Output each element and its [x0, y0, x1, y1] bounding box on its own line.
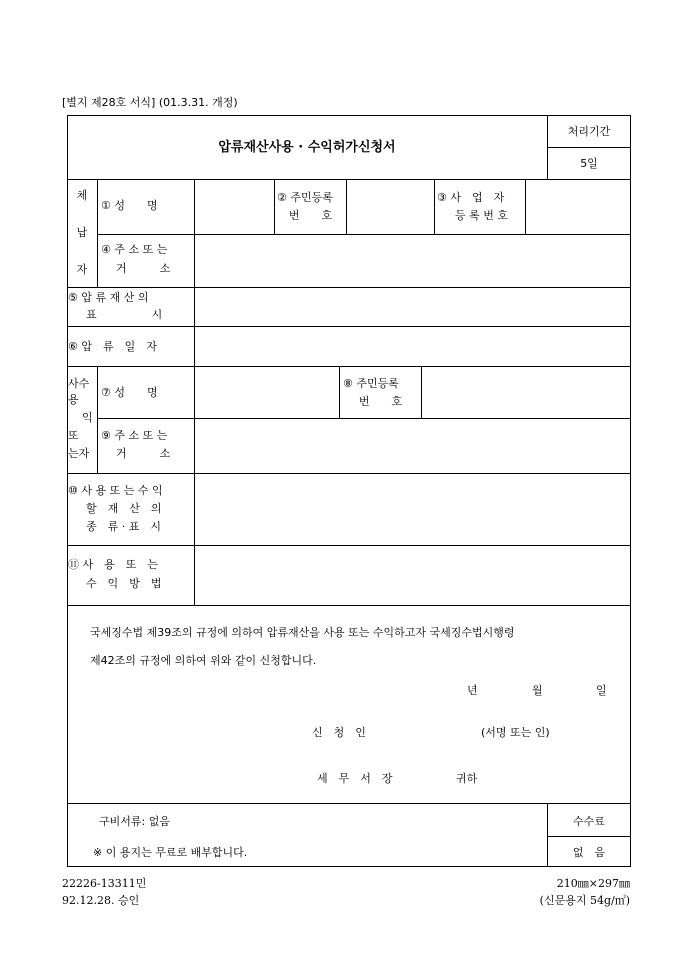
form-code: 22226-13311민	[62, 877, 147, 890]
user-name-value[interactable]	[195, 367, 339, 418]
seized-property-value[interactable]	[195, 288, 630, 326]
user-rrn-value[interactable]	[422, 367, 630, 418]
seized-property-label-1: ⑤ 압 류 재 산 의	[68, 291, 149, 304]
signature-label: (서명 또는 인)	[481, 726, 550, 739]
user-address-value[interactable]	[195, 419, 630, 473]
processing-period-label: 처리기간	[567, 125, 611, 138]
statement-line-1: 국세징수법 제39조의 규정에 의하여 압류재산을 사용 또는 수익하고자 국세징수법시행령	[90, 626, 515, 639]
property-kind-label-3: 종 류 · 표 시	[86, 520, 161, 533]
user-side-1: 사수	[68, 377, 90, 390]
form-reference: [별지 제28호 서식] (01.3.31. 개정)	[62, 96, 238, 109]
delinquent-biz-label-1: ③ 사 업 자	[437, 191, 505, 204]
delinquent-side-char-2: 납	[76, 226, 88, 239]
delinquent-address-label-1: ④ 주 소 또 는	[101, 243, 168, 256]
processing-period-value: 5일	[580, 157, 598, 170]
delinquent-address-value[interactable]	[195, 235, 630, 287]
tax-office-label: 세 무 서 장	[317, 772, 393, 785]
date-day: 일	[596, 684, 607, 697]
fee-value: 없 음	[572, 846, 606, 859]
delinquent-address-label-2: 거 소	[116, 262, 171, 275]
honorific-label: 귀하	[456, 772, 478, 785]
property-kind-label-1: ⑩ 사 용 또 는 수 익	[68, 484, 163, 497]
user-address-label-2: 거 소	[116, 447, 171, 460]
required-documents: 구비서류: 없음	[99, 815, 170, 828]
property-kind-value[interactable]	[195, 474, 630, 545]
delinquent-rrn-label-2: 번 호	[288, 209, 333, 222]
seizure-date-value[interactable]	[195, 327, 630, 366]
delinquent-name-label: ① 성 명	[101, 199, 158, 212]
statement-line-2: 제42조의 규정에 의하여 위와 같이 신청합니다.	[90, 654, 317, 667]
paper-size: 210㎜×297㎜	[556, 877, 630, 890]
delinquent-biz-label-2: 등 록 번 호	[455, 209, 508, 222]
user-name-label: ⑦ 성 명	[101, 386, 158, 399]
use-method-label-1: ⑪ 사 용 또 는	[68, 558, 158, 571]
delinquent-rrn-value[interactable]	[347, 180, 434, 234]
date-year: 년	[467, 684, 478, 697]
seizure-date-label: ⑥ 압 류 일 자	[68, 340, 157, 353]
date-month: 월	[532, 684, 543, 697]
delinquent-side-char-1: 체	[76, 189, 88, 202]
approval-date: 92.12.28. 승인	[62, 894, 140, 907]
paper-type: (신문용지 54g/㎡)	[539, 894, 630, 907]
applicant-label: 신 청 인	[312, 726, 366, 739]
user-rrn-label-2: 번 호	[358, 395, 403, 408]
delinquent-rrn-label-1: ② 주민등록	[277, 191, 333, 204]
user-side-5: 는자	[68, 447, 90, 460]
user-side-3: 익	[82, 411, 93, 424]
delinquent-side-char-3: 자	[76, 263, 88, 276]
user-side-4: 또	[68, 429, 79, 442]
user-rrn-label-1: ⑧ 주민등록	[343, 377, 399, 390]
delinquent-name-value[interactable]	[195, 180, 274, 234]
fee-label: 수수료	[573, 815, 605, 828]
use-method-label-2: 수 익 방 법	[86, 577, 162, 590]
seized-property-label-2: 표 시	[86, 308, 163, 321]
free-distribution-note: ※ 이 용지는 무료로 배부합니다.	[93, 846, 248, 859]
user-address-label-1: ⑨ 주 소 또 는	[101, 429, 168, 442]
form-title: 압류재산사용 · 수익허가신청서	[218, 140, 396, 155]
user-side-2: 용	[68, 393, 79, 406]
property-kind-label-2: 할 재 산 의	[86, 502, 162, 515]
use-method-value[interactable]	[195, 546, 630, 605]
delinquent-biz-value[interactable]	[526, 180, 630, 234]
